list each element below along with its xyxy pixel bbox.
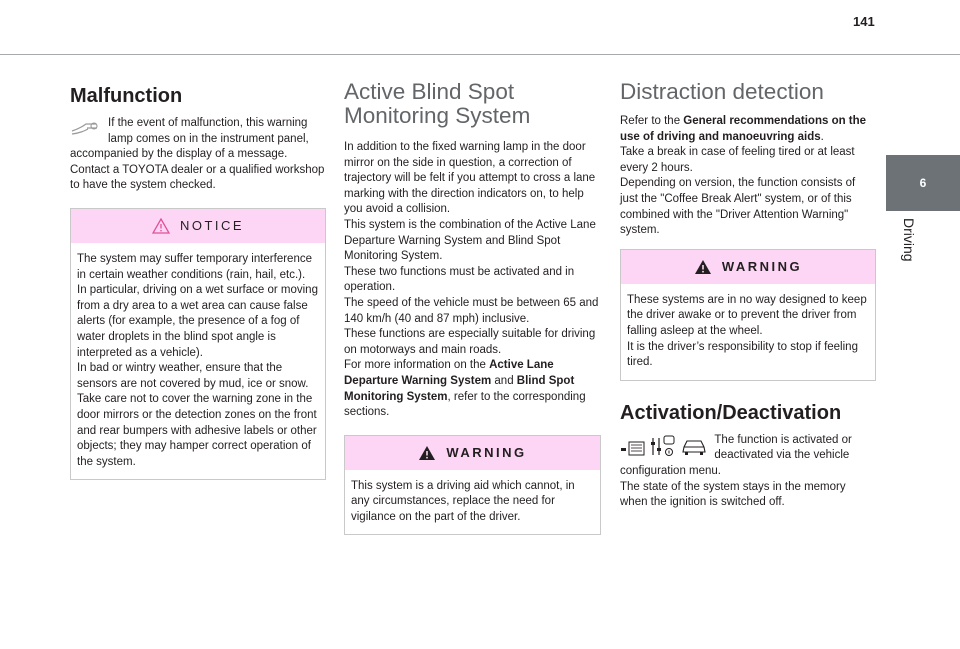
warning-text: These systems are in no way designed to keep the driver awake or to prevent the driver from falling asleep at the wheel. <box>627 293 867 337</box>
chapter-tab[interactable]: 6 <box>886 155 960 211</box>
warning-body <box>345 470 600 535</box>
warning-text: It is the driver’s responsibility to stop if feeling tired. <box>627 340 858 369</box>
column-malfunction <box>70 84 326 480</box>
paragraph: The state of the system stays in the memory when the ignition is switched off. <box>620 480 846 509</box>
malfunction-text: If the event of malfunction, this warning lamp comes on in the instrument panel, accompanied by the display of a message. Contact a TOYOTA dealer or a qualified workshop to have the system checked. <box>70 117 325 192</box>
paragraph: Depending on version, the function consists of just the "Coffee Break Alert" system, or of this combined with the "Driver Attention Warning" system. <box>620 177 856 237</box>
car-icon <box>680 437 708 457</box>
notice-header <box>71 209 325 243</box>
warning-header <box>621 250 875 284</box>
paragraph-refer: Refer to the General recommendations on the use of driving and manoeuvring aids. <box>620 115 867 143</box>
notice-paragraph: The system may suffer temporary interference in certain weather conditions (rain, hail, etc.). <box>77 252 312 281</box>
warning-triangle-icon <box>694 259 712 275</box>
warning-header <box>345 436 600 470</box>
notice-body <box>71 243 325 479</box>
blind-spot-heading: Active Blind Spot Monitoring System <box>344 79 531 128</box>
paragraph: These two functions must be activated and in operation. <box>344 265 575 294</box>
column-blind-spot <box>344 80 601 535</box>
page-number: 141 <box>853 14 875 29</box>
warning-box <box>344 435 601 536</box>
warning-title: WARNING <box>721 258 803 274</box>
warning-title: WARNING <box>446 444 527 460</box>
paragraph: In addition to the fixed warning lamp in the door mirror on the side in question, a correction of trajectory will be felt if you attempt to cross a lane marking with the direction indicators on, to help you avoid a collision. <box>344 141 596 216</box>
activation-text: The function is activated or deactivated via the vehicle configuration menu. <box>620 433 852 477</box>
column-distraction <box>620 80 876 511</box>
paragraph: This system is the combination of the Active Lane Departure Warning System and Blind Spot Monitoring System. <box>344 218 596 263</box>
warning-body <box>621 284 875 380</box>
config-icons <box>620 435 708 463</box>
paragraph: The speed of the vehicle must be between 65 and 140 km/h (40 and 87 mph) inclusive. <box>344 296 599 325</box>
distraction-heading: Distraction detection <box>620 79 824 104</box>
notice-paragraph: In bad or wintry weather, ensure that the sensors are not covered by mud, ice or snow. Take care not to cover the warning zone in the door mirrors or the detection zones on the front and rear bumpers with adhesive labels or other objects; they may hamper correct operation of the system. <box>77 362 317 468</box>
activation-heading: Activation/Deactivation <box>620 401 842 424</box>
touchscreen-icon <box>620 441 646 457</box>
header-rule <box>0 54 960 55</box>
malfunction-heading: Malfunction <box>70 85 183 107</box>
paragraph: These functions are especially suitable for driving on motorways and main roads. <box>344 328 596 356</box>
warning-text: This system is a driving aid which cannot, in any circumstances, replace the need for vigilance on the part of the driver. <box>351 479 575 523</box>
notice-paragraph: In particular, driving on a wet surface or moving from a dry area to a wet area can cause false alerts (for example, the presence of a fog of water droplets in the blind spot angle is interpreted as a vehicle). <box>77 284 318 359</box>
notice-title: NOTICE <box>179 218 245 234</box>
link-active-lane: Active Lane Departure Warning System <box>344 359 554 387</box>
warning-box <box>620 249 876 381</box>
paragraph-more-info: For more information on the Active Lane Departure Warning System and Blind Spot Monitoring System, refer to the corresponding sections. <box>344 359 586 419</box>
notice-box <box>70 208 326 480</box>
settings-icon <box>649 435 677 457</box>
paragraph: Take a break in case of feeling tired or at least every 2 hours. <box>620 146 855 174</box>
link-general-recommendations: General recommendations on the use of driving and manoeuvring aids <box>620 115 867 143</box>
notice-triangle-icon <box>152 218 170 234</box>
blind-spot-warning-icon <box>70 118 100 142</box>
link-blind-spot: Blind Spot Monitoring System <box>344 374 575 403</box>
warning-triangle-icon <box>418 445 436 461</box>
chapter-title: Driving <box>901 218 917 262</box>
